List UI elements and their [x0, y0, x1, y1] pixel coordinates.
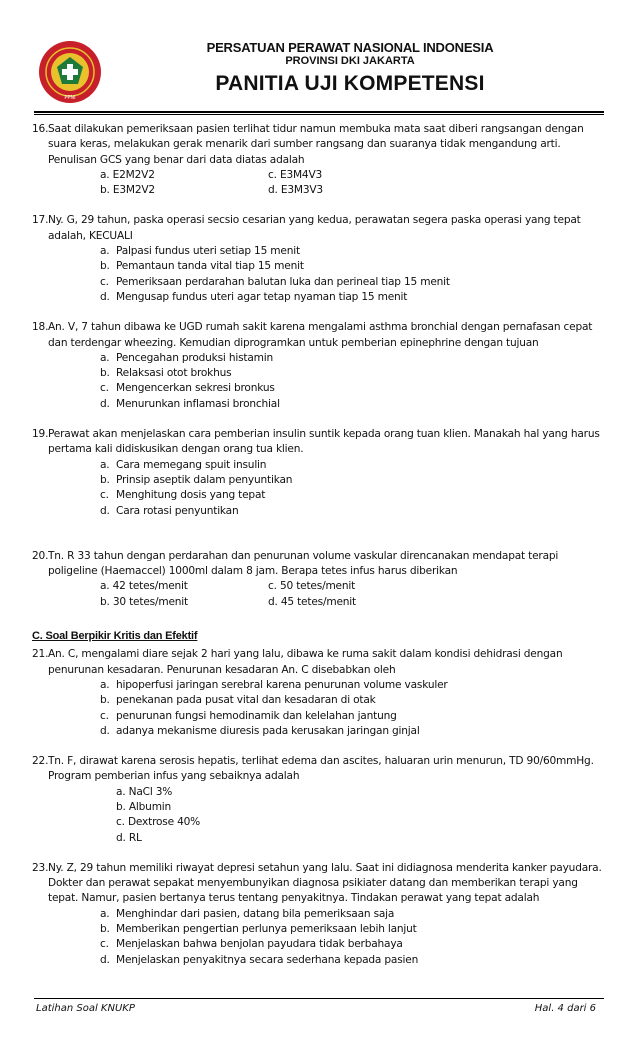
- option-b: [32, 366, 602, 381]
- question-text: Saat dilakukan pemeriksaan pasien terlihat tidur namun membuka mata saat diberi rangsangan dengan suara keras, melakukan gerak menarik dari sumber rangsang dan suaranya tidak mengandung arti. Penulisan GCS yang benar dari data diatas adalah: [48, 123, 584, 166]
- option-text: Menghindar dari pasien, datang bila pemeriksaan saja: [116, 907, 395, 920]
- option-text: Cara memegang spuit insulin: [116, 458, 267, 471]
- footer-title: Latihan Soal KNUKP: [36, 1003, 135, 1014]
- option-b: [32, 259, 602, 274]
- option-text: Mengencerkan sekresi bronkus: [116, 382, 275, 395]
- option-c: c. 50 tetes/menit: [268, 580, 356, 593]
- option-letter: d.: [100, 953, 110, 966]
- option-b: [32, 922, 602, 937]
- option-a: a. E2M2V2: [100, 168, 155, 181]
- header-rule-thin: [34, 114, 604, 115]
- option-letter: d.: [100, 397, 110, 410]
- option-text: Pemantaun tanda vital tiap 15 menit: [116, 260, 304, 273]
- question-19: [32, 427, 602, 458]
- logo-text: PPNI: [64, 95, 76, 101]
- option-letter: b.: [100, 473, 110, 486]
- option-text: hipoperfusi jaringan serebral karena penurunan volume vaskuler: [116, 678, 448, 691]
- exam-content: [32, 122, 602, 968]
- option-text: Menurunkan inflamasi bronchial: [116, 397, 280, 410]
- option-d: [32, 397, 602, 412]
- option-a: [32, 678, 602, 693]
- question-text: An. C, mengalami diare sejak 2 hari yang lalu, dibawa ke ruma sakit dalam kondisi dehidrasi dengan penurunan kesadaran. Penurunan kesadaran An. C disebabkan oleh: [48, 648, 563, 676]
- option-letter: a.: [100, 458, 110, 471]
- question-18: [32, 320, 602, 351]
- question-text: Ny. G, 29 tahun, paska operasi secsio cesarian yang kedua, perawatan segera paska operasi yang tepat adalah, KECUALI: [48, 214, 581, 242]
- option-text: penurunan fungsi hemodinamik dan kelelahan jantung: [116, 709, 397, 722]
- question-text: An. V, 7 tahun dibawa ke UGD rumah sakit karena mengalami asthma bronchial dengan pernafasan cepat dan terdengar wheezing. Kemudian diprogramkan untuk pemberian epinephrine dengan tujuan: [48, 321, 593, 349]
- option-letter: d.: [100, 290, 110, 303]
- option-letter: c.: [100, 275, 109, 288]
- option-text: Pencegahan produksi histamin: [116, 351, 274, 364]
- option-letter: a.: [100, 351, 110, 364]
- option-d: [32, 504, 602, 519]
- option-letter: d.: [100, 504, 110, 517]
- option-row: [32, 168, 602, 183]
- option-letter: a.: [100, 907, 110, 920]
- question-number: 22.: [32, 755, 49, 768]
- option-a: a. NaCl 3%: [116, 785, 173, 798]
- option-d: [32, 953, 602, 968]
- option-text: adanya mekanisme diuresis pada kerusakan jaringan ginjal: [116, 724, 420, 737]
- question-text: Ny. Z, 29 tahun memiliki riwayat depresi setahun yang lalu. Saat ini didiagnosa menderita kanker payudara. Dokter dan perawat sepakat menyembunyikan diagnosa psikiater datang dan memberikan terapi yang tepat. Namur, pasien bertanya terus tentang penyakitnya. Tindakan perawat yang tepat adalah: [48, 861, 602, 905]
- option-letter: b.: [100, 260, 110, 273]
- option-text: Palpasi fundus uteri setiap 15 menit: [116, 245, 300, 258]
- footer-rule: [34, 998, 604, 999]
- question-text: Perawat akan menjelaskan cara pemberian insulin suntik kepada orang tuan klien. Manakah hal yang harus pertama kali didiskusikan dengan orang tua klien.: [48, 428, 600, 456]
- option-text: Menjelaskan bahwa benjolan payudara tidak berbahaya: [116, 938, 403, 951]
- question-number: 21.: [32, 648, 49, 661]
- option-text: Relaksasi otot brokhus: [116, 367, 232, 380]
- option-a: [32, 244, 602, 259]
- option-d: [32, 290, 602, 305]
- question-16: [32, 122, 602, 168]
- option-c: [32, 488, 602, 503]
- option-a: [32, 907, 602, 922]
- option-c: [32, 937, 602, 952]
- question-text: Tn. R 33 tahun dengan perdarahan dan penurunan volume vaskular direncanakan mendapat terapi poligeline (Haemaccel) 1000ml dalam 8 jam. Berapa tetes infus harus diberikan: [48, 549, 559, 578]
- option-b: b. E3M2V2: [100, 184, 155, 197]
- question-number: 20.: [32, 549, 49, 562]
- option-letter: c.: [100, 382, 109, 395]
- option-letter: c.: [100, 709, 109, 722]
- option-text: Menjelaskan penyakitnya secara sederhana kepada pasien: [116, 953, 419, 966]
- question-text: Tn. F, dirawat karena serosis hepatis, terlihat edema dan ascites, haluaran urin menurun, TD 90/60mmHg. Program pemberian infus yang sebaiknya adalah: [48, 755, 594, 783]
- option-a: a. 42 tetes/menit: [100, 580, 188, 593]
- org-province: PROVINSI DKI JAKARTA: [285, 55, 415, 67]
- question-number: 16.: [32, 123, 49, 135]
- question-number: 18.: [32, 321, 49, 334]
- option-c: [32, 709, 602, 724]
- option-text: Pemeriksaan perdarahan balutan luka dan perineal tiap 15 menit: [116, 275, 450, 288]
- committee-title: PANITIA UJI KOMPETENSI: [215, 72, 485, 95]
- option-a: [32, 351, 602, 366]
- question-number: 19.: [32, 428, 49, 441]
- option-letter: b.: [100, 923, 110, 936]
- question-21: [32, 647, 602, 678]
- option-c: c. Dextrose 40%: [116, 816, 201, 829]
- question-number: 23.: [32, 861, 49, 874]
- option-a: [32, 458, 602, 473]
- ppni-logo-icon: [38, 40, 102, 104]
- option-letter: c.: [100, 489, 109, 502]
- option-b: b. Albumin: [116, 800, 172, 813]
- option-letter: b.: [100, 367, 110, 380]
- header-rule: [34, 111, 604, 113]
- option-c: c. E3M4V3: [268, 168, 323, 181]
- option-text: penekanan pada pusat vital dan kesadaran di otak: [116, 694, 376, 707]
- question-22: [32, 754, 602, 785]
- question-20: [32, 549, 602, 580]
- option-row: [32, 579, 602, 594]
- option-text: Prinsip aseptik dalam penyuntikan: [116, 473, 293, 486]
- question-number: 17.: [32, 214, 49, 227]
- option-letter: a.: [100, 678, 110, 691]
- option-text: Mengusap fundus uteri agar tetap nyaman tiap 15 menit: [116, 290, 408, 303]
- question-17: [32, 213, 602, 244]
- option-d: d. RL: [116, 831, 142, 844]
- option-b: b. 30 tetes/menit: [100, 595, 188, 608]
- option-row: [32, 183, 602, 198]
- option-d: d. E3M3V3: [268, 184, 323, 197]
- option-letter: d.: [100, 724, 110, 737]
- option-b: [32, 693, 602, 708]
- option-b: [32, 473, 602, 488]
- section-heading: C. Soal Berpikir Kritis dan Efektif: [32, 630, 198, 643]
- option-text: Cara rotasi penyuntikan: [116, 504, 239, 517]
- org-name: PERSATUAN PERAWAT NASIONAL INDONESIA: [206, 40, 494, 55]
- option-d: d. 45 tetes/menit: [268, 595, 356, 608]
- option-row: [32, 595, 602, 610]
- page-number: Hal. 4 dari 6: [534, 1003, 596, 1014]
- option-letter: a.: [100, 245, 110, 258]
- question-23: [32, 861, 602, 907]
- option-c: [32, 275, 602, 290]
- option-letter: c.: [100, 938, 109, 951]
- option-text: Menghitung dosis yang tepat: [116, 489, 266, 502]
- option-c: [32, 381, 602, 396]
- option-d: [32, 724, 602, 739]
- option-text: Memberikan pengertian perlunya pemeriksaan lebih lanjut: [116, 923, 417, 936]
- option-letter: b.: [100, 694, 110, 707]
